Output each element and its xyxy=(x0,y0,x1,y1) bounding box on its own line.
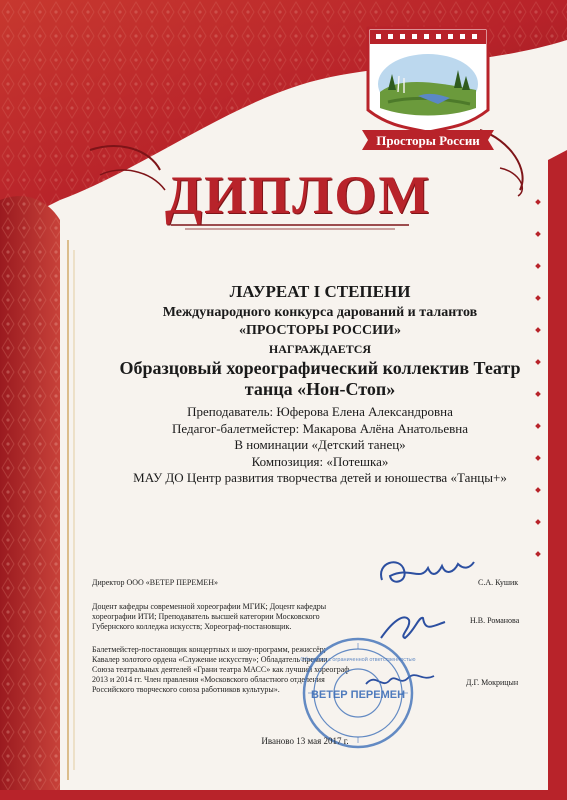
signature-role-1 xyxy=(92,578,382,588)
signature-1-image xyxy=(370,552,480,592)
ballet-teacher-line: Педагог-балетмейстер: Макарова Алёна Анатольевна xyxy=(171,421,468,436)
signature-role-3-line: Российского творческого союза работников культуры». xyxy=(92,685,280,694)
title-block xyxy=(165,165,432,233)
diploma-title: ДИПЛОМ xyxy=(165,165,432,225)
award-degree: ЛАУРЕАТ I СТЕПЕНИ xyxy=(229,282,411,301)
logo-caption: Просторы России xyxy=(376,133,480,148)
stamp-center-text: ВЕТЕР ПЕРЕМЕН xyxy=(310,689,406,701)
signature-role-2 xyxy=(92,602,382,632)
signature-role-3-line: Кавалер золотого ордена «Служение искусству»; Обладатель премии xyxy=(92,655,328,664)
signature-name-2: Н.В. Романова xyxy=(470,616,520,625)
signature-role-1-line: Директор ООО «ВЕТЕР ПЕРЕМЕН» xyxy=(92,578,219,587)
stamp-ring-text: Общество с ограниченной ответственностью xyxy=(300,657,416,663)
signature-role-3-line: Балетмейстер-постановщик концертных и шоу-программ, режиссёр; xyxy=(92,645,326,654)
signature-role-3-line: 2013 и 2014 гг. Член правления «Московского областного отделения xyxy=(92,675,325,684)
signature-role-3-line: Союза театральных деятелей «Грани театра МАСС» как лучший хореограф xyxy=(92,665,350,674)
teacher-line: Преподаватель: Юферова Елена Александровна xyxy=(187,404,453,419)
signature-name-1: С.А. Кушик xyxy=(478,578,519,587)
recipient-line1: Образцовый хореографический коллектив Театр xyxy=(119,358,521,378)
institution-line: МАУ ДО Центр развития творчества детей и юношества «Танцы+» xyxy=(133,470,507,485)
organization-stamp xyxy=(300,635,416,751)
signature-role-2-line: Губернского колледжа искусств; Хореограф-постановщик. xyxy=(92,622,292,631)
composition-line: Композиция: «Потешка» xyxy=(251,454,389,469)
place-date: Иваново 13 мая 2017 г. xyxy=(261,736,349,746)
recipient-line2: танца «Нон-Стоп» xyxy=(244,379,396,399)
signature-role-2-line: хореографии ИТИ; Преподаватель высшей категории Московского xyxy=(92,612,320,621)
nomination-line: В номинации «Детский танец» xyxy=(234,437,406,452)
prostory-rossii-logo xyxy=(358,18,498,153)
contest-name-line1: Международного конкурса дарований и талантов xyxy=(162,305,478,320)
signature-role-2-line: Доцент кафедры современной хореографии МГИК; Доцент кафедры xyxy=(92,602,327,611)
signature-name-3: Д.Г. Мокрицын xyxy=(466,678,519,687)
awarded-label: НАГРАЖДАЕТСЯ xyxy=(268,342,372,356)
contest-name-line2: «ПРОСТОРЫ РОССИИ» xyxy=(239,323,401,338)
